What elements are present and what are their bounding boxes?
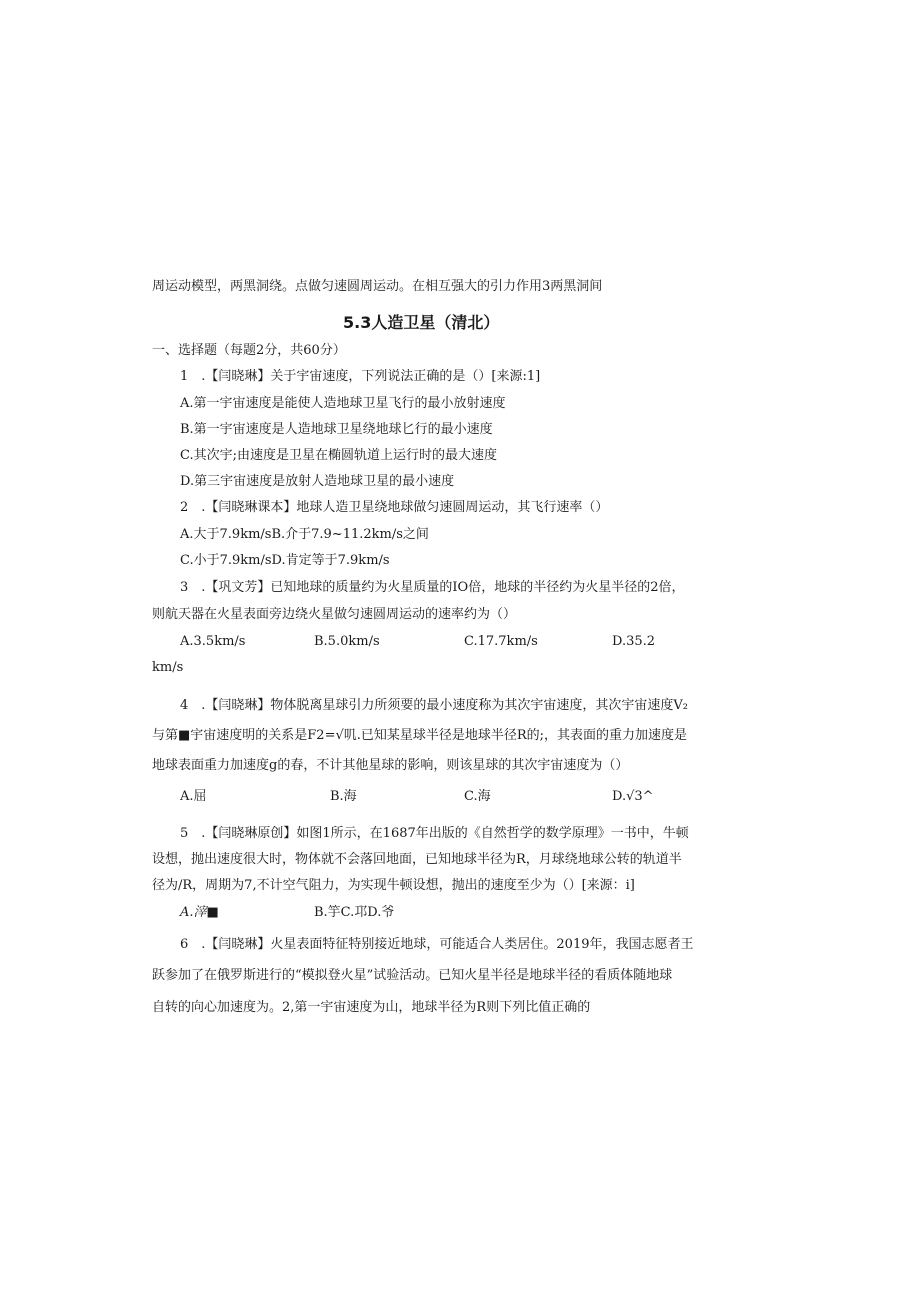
question-stem: 5 .【闫晓琳原创】如图1所示，在1687年出版的《自然哲学的数学原理》一书中，牛顿: [180, 826, 689, 841]
option-cd: C.小于7.9km∕sD.肯定等于7.9km∕s: [180, 553, 390, 568]
question-stem: 1 .【闫晓琳】关于宇宙速度，下列说法正确的是（）[来源:1]: [180, 369, 541, 384]
question-stem-cont: 与第■宇宙速度明的关系是F2=√叽.已知某星球半径是地球半径R的;，其表面的重力加速度是: [152, 728, 688, 743]
option-d: D.第三宇宙速度是放射人造地球卫星的最小速度: [180, 474, 455, 489]
section-heading: 一、选择题（每题2分，共60分）: [152, 343, 346, 358]
option-d-unit: km/s: [152, 660, 184, 675]
option-a: A.滓■: [180, 905, 219, 920]
option-bcd: B.竽C.邛D.爷: [314, 905, 395, 920]
option-b: B.海: [330, 789, 357, 804]
question-stem-cont: 自转的向心加速度为。2,第一宇宙速度为山，地球半径为R则下列比值正确的: [152, 1000, 591, 1015]
question-stem-cont: 跃参加了在俄罗斯进行的“模拟登火星”试验活动。已知火星半径是地球半径的看质体随地球: [152, 968, 673, 983]
question-stem-cont: 径为/R，周期为7,不计空气阻力，为实现牛顿设想，抛出的速度至少为（）[来源：i]: [152, 878, 635, 893]
question-stem: 4 .【闫晓琳】物体脱离星球引力所须要的最小速度称为其次宇宙速度，其次宇宙速度V₂: [180, 698, 689, 713]
question-stem-cont: 则航天器在火星表面旁边绕火星做匀速圆周运动的速率约为（）: [152, 607, 517, 622]
page-title: 5.3人造卫星（清北）: [343, 313, 500, 332]
option-ab: A.大于7.9km∕sB.介于7.9~11.2km∕s之间: [180, 527, 429, 542]
option-d: D.√3^: [612, 789, 654, 804]
question-stem-cont: 地球表面重力加速度g的春，不计其他星球的影响，则该星球的其次宇宙速度为（）: [152, 758, 629, 773]
question-stem: 6 .【闫晓琳】火星表面特征特别接近地球，可能适合人类居住。2019年，我国志愿者王: [180, 937, 694, 952]
option-a: A.第一宇宙速度是能使人造地球卫星飞行的最小放射速度: [180, 396, 506, 411]
option-b: B.5.0km/s: [314, 634, 380, 649]
option-c: C.其次宇;由速度是卫星在椭圆轨道上运行时的最大速度: [180, 448, 497, 463]
option-d: D.35.2: [612, 634, 656, 649]
intro-text: 周运动模型，两黑洞绕。点做匀速圆周运动。在相互强大的引力作用3两黑洞间: [152, 279, 603, 294]
option-b: B.第一宇宙速度是人造地球卫星绕地球匕行的最小速度: [180, 422, 493, 437]
option-a: A.3.5km/s: [180, 634, 246, 649]
question-stem: 2 .【闫晓琳课本】地球人造卫星绕地球做匀速圆周运动，其飞行速率（）: [180, 500, 609, 515]
question-stem: 3 .【巩文芳】已知地球的质量约为火星质量的IO倍，地球的半径约为火星半径的2倍，: [180, 580, 685, 595]
option-c: C.17.7km/s: [464, 634, 538, 649]
option-a: A.屈: [180, 789, 207, 804]
option-c: C.海: [464, 789, 491, 804]
question-stem-cont: 设想，抛出速度很大时，物体就不会落回地面，已知地球半径为R，月球绕地球公转的轨道半: [152, 852, 682, 867]
